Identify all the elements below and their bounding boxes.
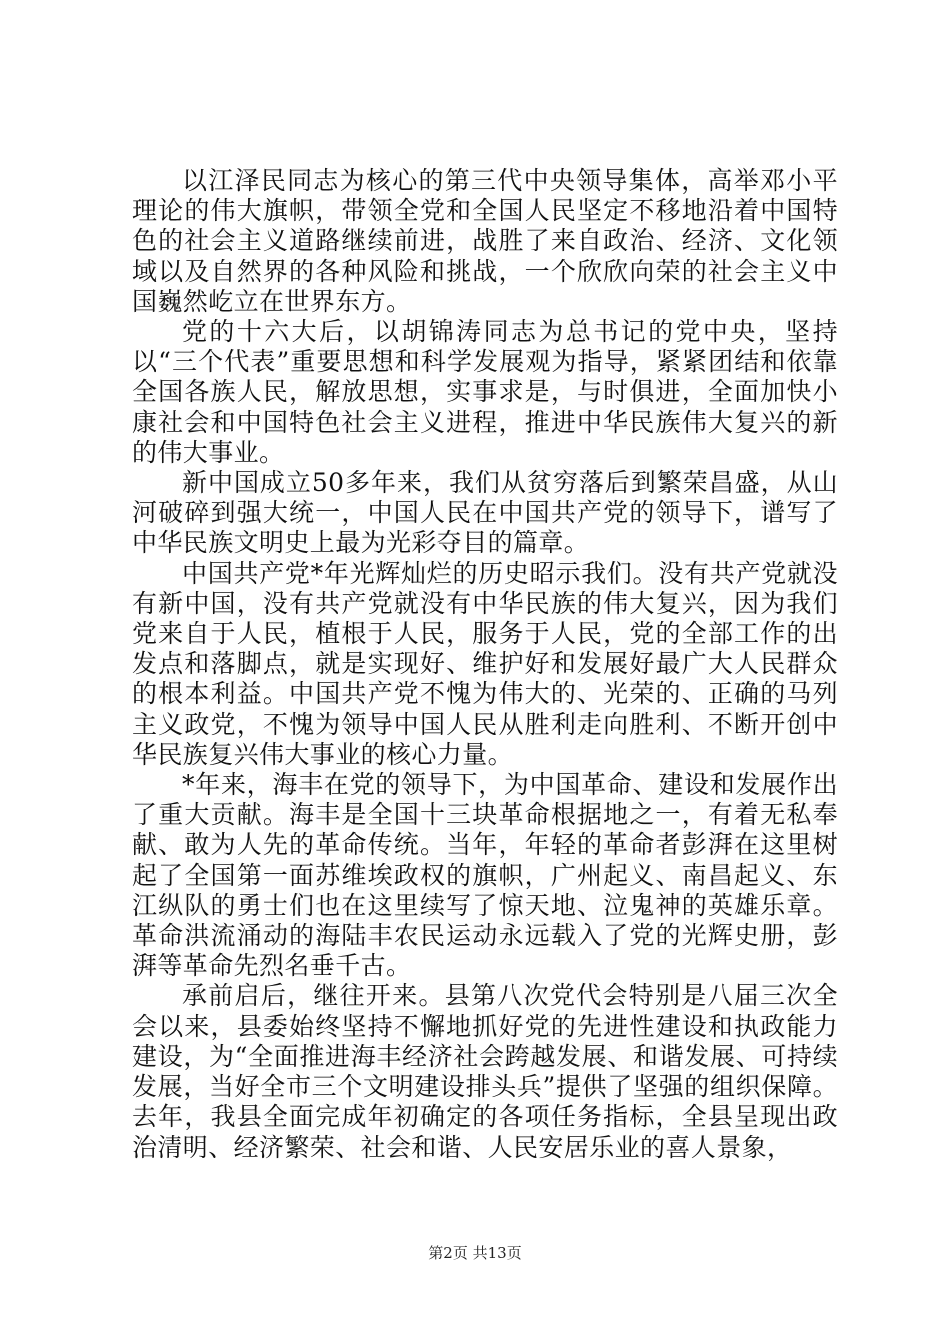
- paragraph-6: 承前启后，继往开来。县第八次党代会特别是八届三次全会以来，县委始终坚持不懈地抓好党的先进性建设和执政能力建设，为“全面推进海丰经济社会跨越发展、和谐发展、可持续发展，当好全市三个文明建设排头兵”提供了坚强的组织保障。去年，我县全面完成年初确定的各项任务指标，全县呈现出政治清明、经济繁荣、社会和谐、人民安居乐业的喜人景象，: [132, 981, 838, 1162]
- paragraph-3: 新中国成立50多年来，我们从贫穷落后到繁荣昌盛，从山河破碎到强大统一，中国人民在中国共产党的领导下，谱写了中华民族文明史上最为光彩夺目的篇章。: [132, 468, 838, 558]
- paragraph-4: 中国共产党*年光辉灿烂的历史昭示我们。没有共产党就没有新中国，没有共产党就没有中华民族的伟大复兴，因为我们党来自于人民，植根于人民，服务于人民，党的全部工作的出发点和落脚点，就是实现好、维护好和发展好最广大人民群众的根本利益。中国共产党不愧为伟大的、光荣的、正确的马列主义政党，不愧为领导中国人民从胜利走向胜利、不断开创中华民族复兴伟大事业的核心力量。: [132, 558, 838, 769]
- paragraph-2: 党的十六大后，以胡锦涛同志为总书记的党中央，坚持以“三个代表”重要思想和科学发展观为指导，紧紧团结和依靠全国各族人民，解放思想，实事求是，与时俱进，全面加快小康社会和中国特色社会主义进程，推进中华民族伟大复兴的新的伟大事业。: [132, 317, 838, 467]
- paragraph-1: 以江泽民同志为核心的第三代中央领导集体，高举邓小平理论的伟大旗帜，带领全党和全国人民坚定不移地沿着中国特色的社会主义道路继续前进，战胜了来自政治、经济、文化领域以及自然界的各种风险和挑战，一个欣欣向荣的社会主义中国巍然屹立在世界东方。: [132, 166, 838, 316]
- page-number-footer: 第2页 共13页: [428, 1244, 522, 1262]
- document-body: [132, 166, 838, 1163]
- paragraph-5: *年来，海丰在党的领导下，为中国革命、建设和发展作出了重大贡献。海丰是全国十三块革命根据地之一，有着无私奉献、敢为人先的革命传统。当年，年轻的革命者彭湃在这里树起了全国第一面苏维埃政权的旗帜，广州起义、南昌起义、东江纵队的勇士们也在这里续写了惊天地、泣鬼神的英雄乐章。革命洪流涌动的海陆丰农民运动永远载入了党的光辉史册，彭湃等革命先烈名垂千古。: [132, 770, 838, 981]
